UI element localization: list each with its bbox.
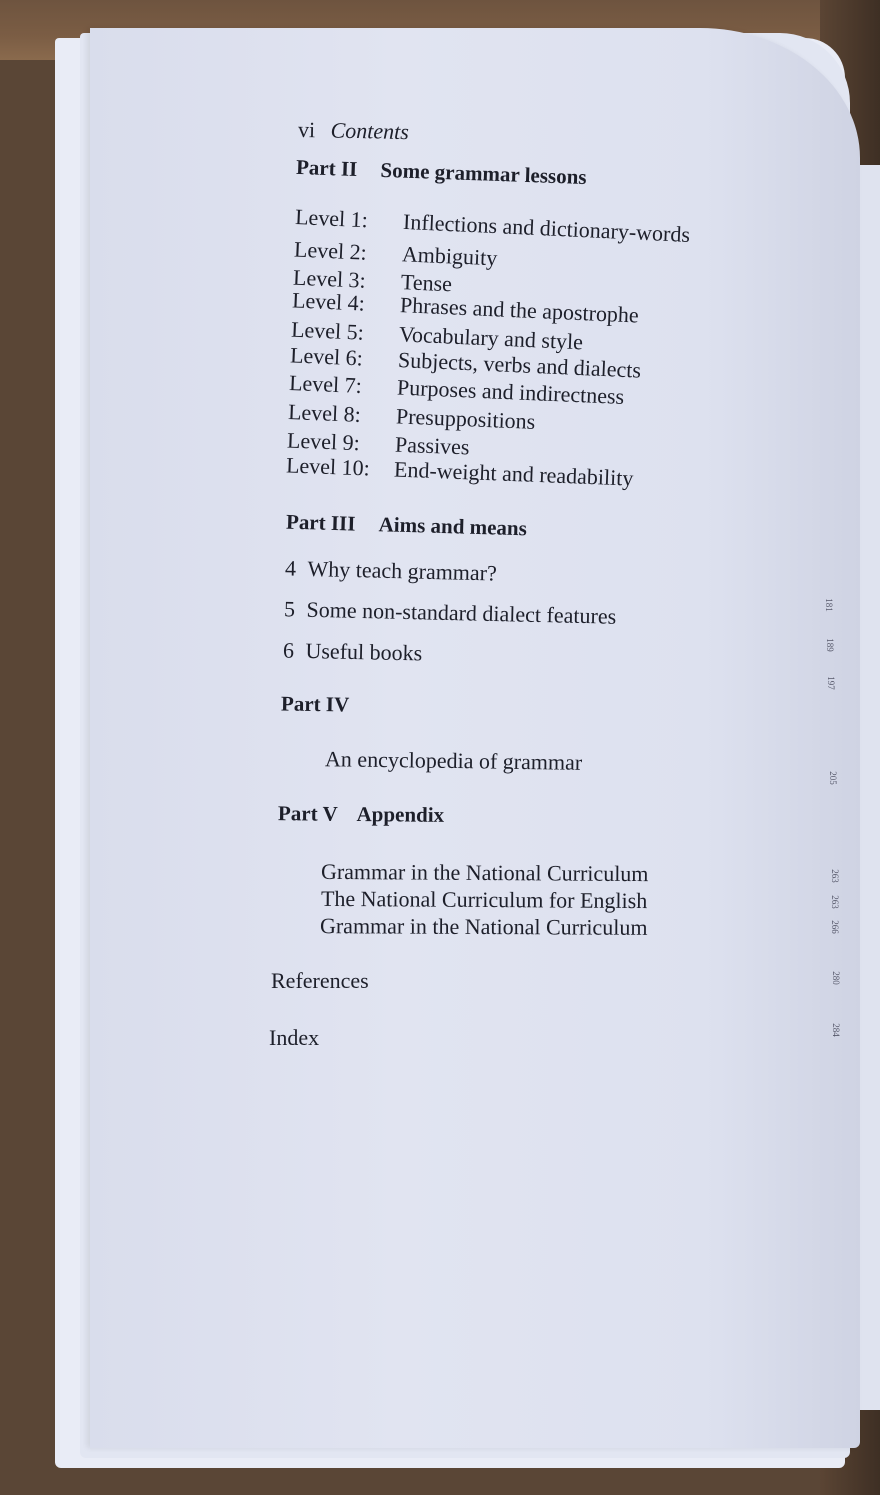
level-label: Level 3: — [292, 264, 367, 293]
level-title: Phrases and the apostrophe — [399, 292, 640, 328]
level-label: Level 2: — [293, 236, 368, 265]
chapter-title: Useful books — [305, 638, 423, 666]
contents-page — [90, 28, 860, 1448]
running-title: Contents — [330, 117, 410, 145]
encyclopedia-entry: An encyclopedia of grammar — [324, 746, 583, 775]
chapter-number: 4 — [284, 555, 297, 581]
level-title: Vocabulary and style — [398, 321, 584, 355]
level-label: Level 7: — [288, 369, 363, 399]
page-ref: 280 — [830, 971, 841, 985]
page-ref: 197 — [825, 676, 836, 690]
level-title: End-weight and readability — [393, 456, 634, 491]
part-title: Aims and means — [378, 512, 528, 541]
references-entry: References — [271, 968, 369, 993]
part-label: Part V — [277, 801, 338, 826]
page-ref: 205 — [827, 771, 838, 785]
appendix-entry: Grammar in the National Curriculum — [320, 858, 649, 887]
level-title: Purposes and indirectness — [396, 374, 625, 410]
chapter-title: Some non-standard dialect features — [306, 596, 617, 629]
level-title: Inflections and dictionary-words — [402, 208, 691, 247]
level-label: Level 4: — [291, 287, 366, 316]
level-entry — [286, 452, 634, 491]
part-v-heading — [278, 801, 444, 828]
part-iii-heading — [286, 510, 527, 542]
part-label: Part III — [285, 509, 356, 536]
level-label: Level 6: — [289, 342, 364, 371]
level-title: Presuppositions — [395, 403, 536, 434]
level-title: Passives — [394, 431, 470, 460]
part-ii-heading — [296, 155, 587, 190]
level-title: Subjects, verbs and dialects — [397, 347, 642, 383]
level-title: Tense — [400, 269, 453, 297]
chapter-entry — [284, 596, 617, 630]
part-iv-heading: Part IV — [280, 691, 350, 717]
level-label: Level 9: — [286, 427, 361, 456]
chapter-entry — [285, 555, 497, 586]
level-title: Ambiguity — [401, 241, 498, 271]
page-ref: 181 — [823, 598, 834, 612]
appendix-entry: The National Curriculum for English — [320, 885, 648, 914]
page-ref: 263 — [829, 869, 840, 883]
index-entry: Index — [269, 1025, 320, 1050]
part-title: Appendix — [356, 801, 445, 827]
chapter-title: Why teach grammar? — [307, 555, 498, 586]
chapter-number: 5 — [283, 596, 296, 622]
part-title: Some grammar lessons — [380, 157, 587, 190]
page-ref: 266 — [829, 920, 840, 934]
page-number: vi — [297, 116, 316, 143]
level-label: Level 5: — [290, 316, 365, 345]
appendix-entry: Grammar in the National Curriculum — [319, 913, 648, 940]
level-label: Level 1: — [294, 204, 369, 233]
chapter-number: 6 — [282, 637, 295, 663]
page-ref: 263 — [829, 895, 840, 909]
level-label: Level 8: — [287, 399, 362, 427]
chapter-entry — [283, 638, 423, 667]
page-ref: 189 — [824, 638, 835, 652]
running-header — [298, 117, 409, 145]
part-label: Part II — [295, 154, 358, 182]
page-ref: 284 — [830, 1023, 841, 1037]
level-label: Level 10: — [285, 452, 371, 481]
